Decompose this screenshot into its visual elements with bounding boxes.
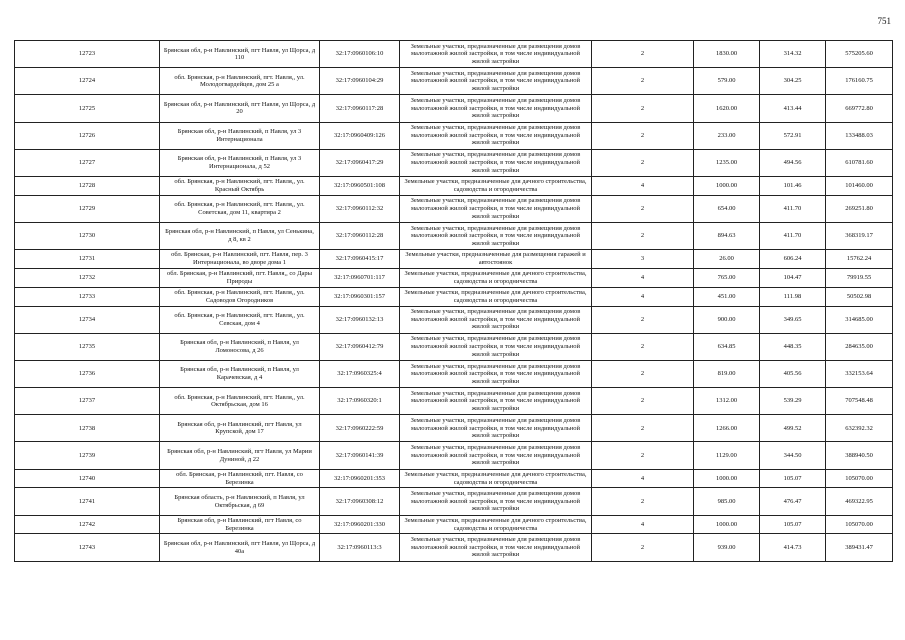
row-id-cell: 12739: [15, 442, 160, 469]
address-cell: обл. Брянская, р-н Навлинский, пгт. Навля, со Березинка: [160, 469, 320, 488]
cadastral-value-cell: 133488.03: [826, 122, 893, 149]
cadastral-value-cell: 50502.98: [826, 287, 893, 306]
land-category-cell: Земельные участки, предназначенные для размещения домов малоэтажной жилой застройки, в том числе индивидуальной жилой застройки: [400, 149, 592, 176]
row-id-cell: 12740: [15, 469, 160, 488]
cadastral-number-cell: 32:17:0960117:28: [320, 95, 400, 122]
group-cell: 2: [592, 360, 694, 387]
row-id-cell: 12743: [15, 534, 160, 561]
cadastral-value-cell: 388940.50: [826, 442, 893, 469]
row-id-cell: 12725: [15, 95, 160, 122]
cadastral-value-cell: 105070.00: [826, 469, 893, 488]
row-id-cell: 12741: [15, 488, 160, 515]
cadastral-number-cell: 32:17:0960113:3: [320, 534, 400, 561]
area-cell: 451.00: [694, 287, 760, 306]
cadastral-number-cell: 32:17:0960141:39: [320, 442, 400, 469]
unit-value-cell: 314.32: [760, 41, 826, 68]
area-cell: 1000.00: [694, 469, 760, 488]
table-row: [15, 176, 893, 195]
cadastral-number-cell: 32:17:0960104:29: [320, 68, 400, 95]
table-row: [15, 415, 893, 442]
land-category-cell: Земельные участки, предназначенные для размещения домов малоэтажной жилой застройки, в том числе индивидуальной жилой застройки: [400, 333, 592, 360]
group-cell: 2: [592, 333, 694, 360]
unit-value-cell: 448.35: [760, 333, 826, 360]
cadastral-value-cell: 79919.55: [826, 268, 893, 287]
address-cell: Брянская обл, р-н Навлинский, п Навля, ул 3 Интернационала: [160, 122, 320, 149]
land-category-cell: Земельные участки, предназначенные для размещения домов малоэтажной жилой застройки, в том числе индивидуальной жилой застройки: [400, 195, 592, 222]
group-cell: 2: [592, 306, 694, 333]
group-cell: 4: [592, 469, 694, 488]
address-cell: Брянская обл, р-н Навлинский, п Навля, ул Ломоносова, д 26: [160, 333, 320, 360]
group-cell: 4: [592, 515, 694, 534]
area-cell: 26.00: [694, 250, 760, 269]
cadastral-number-cell: 32:17:0960412:79: [320, 333, 400, 360]
unit-value-cell: 304.25: [760, 68, 826, 95]
cadastral-value-cell: 284635.00: [826, 333, 893, 360]
area-cell: 765.00: [694, 268, 760, 287]
address-cell: Брянская обл, р-н Навлинский, пгт Навля, ул Крупской, дом 17: [160, 415, 320, 442]
row-id-cell: 12735: [15, 333, 160, 360]
group-cell: 2: [592, 534, 694, 561]
row-id-cell: 12726: [15, 122, 160, 149]
cadastral-number-cell: 32:17:0960415:17: [320, 250, 400, 269]
table-row: [15, 250, 893, 269]
unit-value-cell: 572.91: [760, 122, 826, 149]
address-cell: Брянская обл, р-н Навлинский, п Навля, ул Карачевская, д 4: [160, 360, 320, 387]
cadastral-number-cell: 32:17:0960112:32: [320, 195, 400, 222]
group-cell: 2: [592, 95, 694, 122]
cadastral-value-cell: 610781.60: [826, 149, 893, 176]
land-category-cell: Земельные участки, предназначенные для размещения домов малоэтажной жилой застройки, в том числе индивидуальной жилой застройки: [400, 360, 592, 387]
group-cell: 4: [592, 176, 694, 195]
area-cell: 819.00: [694, 360, 760, 387]
land-category-cell: Земельные участки, предназначенные для размещения домов малоэтажной жилой застройки, в том числе индивидуальной жилой застройки: [400, 95, 592, 122]
unit-value-cell: 414.73: [760, 534, 826, 561]
unit-value-cell: 105.07: [760, 469, 826, 488]
table-row: [15, 488, 893, 515]
cadastral-value-cell: 101460.00: [826, 176, 893, 195]
unit-value-cell: 539.29: [760, 388, 826, 415]
land-category-cell: Земельные участки, предназначенные для размещения домов малоэтажной жилой застройки, в том числе индивидуальной жилой застройки: [400, 68, 592, 95]
address-cell: обл. Брянская, р-н Навлинский, пгт. Навля,, ул. Садоводов Огородников: [160, 287, 320, 306]
row-id-cell: 12736: [15, 360, 160, 387]
row-id-cell: 12732: [15, 268, 160, 287]
table-row: [15, 122, 893, 149]
land-category-cell: Земельные участки, предназначенные для дачного строительства, садоводства и огородничества: [400, 268, 592, 287]
area-cell: 579.00: [694, 68, 760, 95]
row-id-cell: 12727: [15, 149, 160, 176]
area-cell: 1620.00: [694, 95, 760, 122]
table-row: [15, 268, 893, 287]
address-cell: Брянская обл, р-н Навлинский, пгт Навля, ул Марии Дуниной, д 22: [160, 442, 320, 469]
row-id-cell: 12724: [15, 68, 160, 95]
cadastral-number-cell: 32:17:0960201:330: [320, 515, 400, 534]
address-cell: Брянская обл, р-н Навлинский, пгт Навля, со Березинка: [160, 515, 320, 534]
land-category-cell: Земельные участки, предназначенные для дачного строительства, садоводства и огородничества: [400, 176, 592, 195]
cadastral-number-cell: 32:17:0960417:29: [320, 149, 400, 176]
address-cell: Брянская обл, р-н Навлинский, пгт Навля, ул Щорса, д 40а: [160, 534, 320, 561]
cadastral-value-cell: 389431.47: [826, 534, 893, 561]
area-cell: 1830.00: [694, 41, 760, 68]
address-cell: Брянская область, р-н Навлинский, п Навля, ул Октябрьская, д 69: [160, 488, 320, 515]
cadastral-number-cell: 32:17:0960501:108: [320, 176, 400, 195]
group-cell: 4: [592, 268, 694, 287]
land-category-cell: Земельные участки, предназначенные для дачного строительства, садоводства и огородничества: [400, 515, 592, 534]
address-cell: обл. Брянская, р-н Навлинский, пгт. Навля,, со Дары Природы: [160, 268, 320, 287]
group-cell: 4: [592, 287, 694, 306]
area-cell: 1266.00: [694, 415, 760, 442]
row-id-cell: 12723: [15, 41, 160, 68]
area-cell: 634.85: [694, 333, 760, 360]
land-category-cell: Земельные участки, предназначенные для размещения домов малоэтажной жилой застройки, в том числе индивидуальной жилой застройки: [400, 41, 592, 68]
cadastral-value-cell: 632392.32: [826, 415, 893, 442]
group-cell: 2: [592, 442, 694, 469]
cadastral-number-cell: 32:17:0960308:12: [320, 488, 400, 515]
area-cell: 1000.00: [694, 176, 760, 195]
unit-value-cell: 494.56: [760, 149, 826, 176]
cadastral-value-cell: 176160.75: [826, 68, 893, 95]
row-id-cell: 12738: [15, 415, 160, 442]
unit-value-cell: 411.70: [760, 222, 826, 249]
row-id-cell: 12734: [15, 306, 160, 333]
cadastral-number-cell: 32:17:0960320:1: [320, 388, 400, 415]
group-cell: 2: [592, 415, 694, 442]
address-cell: обл. Брянская, р-н Навлинский, пгт. Навля,, ул. Молодогвардейцев, дом 25 а: [160, 68, 320, 95]
cadastral-number-cell: 32:17:0960112:28: [320, 222, 400, 249]
cadastral-number-cell: 32:17:0960325:4: [320, 360, 400, 387]
land-category-cell: Земельные участки, предназначенные для дачного строительства, садоводства и огородничества: [400, 287, 592, 306]
table-row: [15, 149, 893, 176]
address-cell: Брянская обл, р-н Навлинский, пгт Навля, ул Щорса, д 110: [160, 41, 320, 68]
area-cell: 939.00: [694, 534, 760, 561]
group-cell: 2: [592, 122, 694, 149]
land-category-cell: Земельные участки, предназначенные для размещения домов малоэтажной жилой застройки, в том числе индивидуальной жилой застройки: [400, 306, 592, 333]
unit-value-cell: 111.98: [760, 287, 826, 306]
land-category-cell: Земельные участки, предназначенные для размещения гаражей и автостоянок: [400, 250, 592, 269]
group-cell: 3: [592, 250, 694, 269]
area-cell: 985.00: [694, 488, 760, 515]
area-cell: 1129.00: [694, 442, 760, 469]
table-row: [15, 360, 893, 387]
land-category-cell: Земельные участки, предназначенные для дачного строительства, садоводства и огородничества: [400, 469, 592, 488]
unit-value-cell: 606.24: [760, 250, 826, 269]
table-row: [15, 515, 893, 534]
cadastral-number-cell: 32:17:0960201:353: [320, 469, 400, 488]
row-id-cell: 12730: [15, 222, 160, 249]
table-row: [15, 95, 893, 122]
cadastral-number-cell: 32:17:0960106:10: [320, 41, 400, 68]
table-row: [15, 287, 893, 306]
table-row: [15, 534, 893, 561]
cadastral-number-cell: 32:17:0960301:157: [320, 287, 400, 306]
land-category-cell: Земельные участки, предназначенные для размещения домов малоэтажной жилой застройки, в том числе индивидуальной жилой застройки: [400, 122, 592, 149]
cadastral-value-cell: 269251.80: [826, 195, 893, 222]
area-cell: 900.00: [694, 306, 760, 333]
table-row: [15, 388, 893, 415]
area-cell: 1312.00: [694, 388, 760, 415]
table-row: [15, 469, 893, 488]
cadastral-number-cell: 32:17:0960222:59: [320, 415, 400, 442]
land-category-cell: Земельные участки, предназначенные для размещения домов малоэтажной жилой застройки, в том числе индивидуальной жилой застройки: [400, 442, 592, 469]
row-id-cell: 12729: [15, 195, 160, 222]
group-cell: 2: [592, 149, 694, 176]
address-cell: Брянская обл, р-н Навлинский, п Навля, ул 3 Интернационала, д 52: [160, 149, 320, 176]
table-row: [15, 442, 893, 469]
area-cell: 894.63: [694, 222, 760, 249]
cadastral-number-cell: 32:17:0960132:13: [320, 306, 400, 333]
unit-value-cell: 349.65: [760, 306, 826, 333]
group-cell: 2: [592, 41, 694, 68]
land-category-cell: Земельные участки, предназначенные для размещения домов малоэтажной жилой застройки, в том числе индивидуальной жилой застройки: [400, 388, 592, 415]
row-id-cell: 12737: [15, 388, 160, 415]
address-cell: обл. Брянская, р-н Навлинский, пгт. Навля,, ул. Октябрьская, дом 16: [160, 388, 320, 415]
area-cell: 654.00: [694, 195, 760, 222]
unit-value-cell: 104.47: [760, 268, 826, 287]
table-row: [15, 333, 893, 360]
area-cell: 1000.00: [694, 515, 760, 534]
table-row: [15, 306, 893, 333]
address-cell: обл. Брянская, р-н Навлинский, пгт. Навля,, ул. Севская, дом 4: [160, 306, 320, 333]
row-id-cell: 12731: [15, 250, 160, 269]
land-category-cell: Земельные участки, предназначенные для размещения домов малоэтажной жилой застройки, в том числе индивидуальной жилой застройки: [400, 534, 592, 561]
land-category-cell: Земельные участки, предназначенные для размещения домов малоэтажной жилой застройки, в том числе индивидуальной жилой застройки: [400, 222, 592, 249]
area-cell: 1235.00: [694, 149, 760, 176]
cadastral-value-cell: 332153.64: [826, 360, 893, 387]
address-cell: обл. Брянская, р-н Навлинский, пгт. Навля,, ул. Советская, дом 11, квартира 2: [160, 195, 320, 222]
address-cell: Брянская обл, р-н Навлинский, п Навля, ул Сенькина, д 8, кв 2: [160, 222, 320, 249]
address-cell: Брянская обл, р-н Навлинский, пгт Навля, ул Щорса, д 20: [160, 95, 320, 122]
group-cell: 2: [592, 488, 694, 515]
cadastral-value-table: [14, 40, 893, 562]
unit-value-cell: 413.44: [760, 95, 826, 122]
group-cell: 2: [592, 388, 694, 415]
group-cell: 2: [592, 222, 694, 249]
table-row: [15, 222, 893, 249]
row-id-cell: 12728: [15, 176, 160, 195]
table-row: [15, 41, 893, 68]
group-cell: 2: [592, 68, 694, 95]
cadastral-number-cell: 32:17:0960701:117: [320, 268, 400, 287]
address-cell: обл. Брянская, р-н Навлинский, пгт. Навля, пер. 3 Интернационала, во дворе дома 1: [160, 250, 320, 269]
address-cell: обл. Брянская, р-н Навлинский, пгт. Навля,, ул. Красный Октябрь: [160, 176, 320, 195]
row-id-cell: 12733: [15, 287, 160, 306]
unit-value-cell: 476.47: [760, 488, 826, 515]
unit-value-cell: 405.56: [760, 360, 826, 387]
cadastral-number-cell: 32:17:0960409:126: [320, 122, 400, 149]
unit-value-cell: 499.52: [760, 415, 826, 442]
area-cell: 233.00: [694, 122, 760, 149]
group-cell: 2: [592, 195, 694, 222]
cadastral-value-cell: 105070.00: [826, 515, 893, 534]
table-row: [15, 68, 893, 95]
unit-value-cell: 105.07: [760, 515, 826, 534]
unit-value-cell: 101.46: [760, 176, 826, 195]
table-row: [15, 195, 893, 222]
cadastral-value-cell: 368319.17: [826, 222, 893, 249]
cadastral-value-cell: 469322.95: [826, 488, 893, 515]
cadastral-value-cell: 669772.80: [826, 95, 893, 122]
page-number: 751: [877, 16, 891, 26]
cadastral-value-cell: 15762.24: [826, 250, 893, 269]
cadastral-value-cell: 575205.60: [826, 41, 893, 68]
land-category-cell: Земельные участки, предназначенные для размещения домов малоэтажной жилой застройки, в том числе индивидуальной жилой застройки: [400, 415, 592, 442]
unit-value-cell: 344.50: [760, 442, 826, 469]
cadastral-value-cell: 707548.48: [826, 388, 893, 415]
cadastral-value-cell: 314685.00: [826, 306, 893, 333]
unit-value-cell: 411.70: [760, 195, 826, 222]
land-category-cell: Земельные участки, предназначенные для размещения домов малоэтажной жилой застройки, в том числе индивидуальной жилой застройки: [400, 488, 592, 515]
row-id-cell: 12742: [15, 515, 160, 534]
